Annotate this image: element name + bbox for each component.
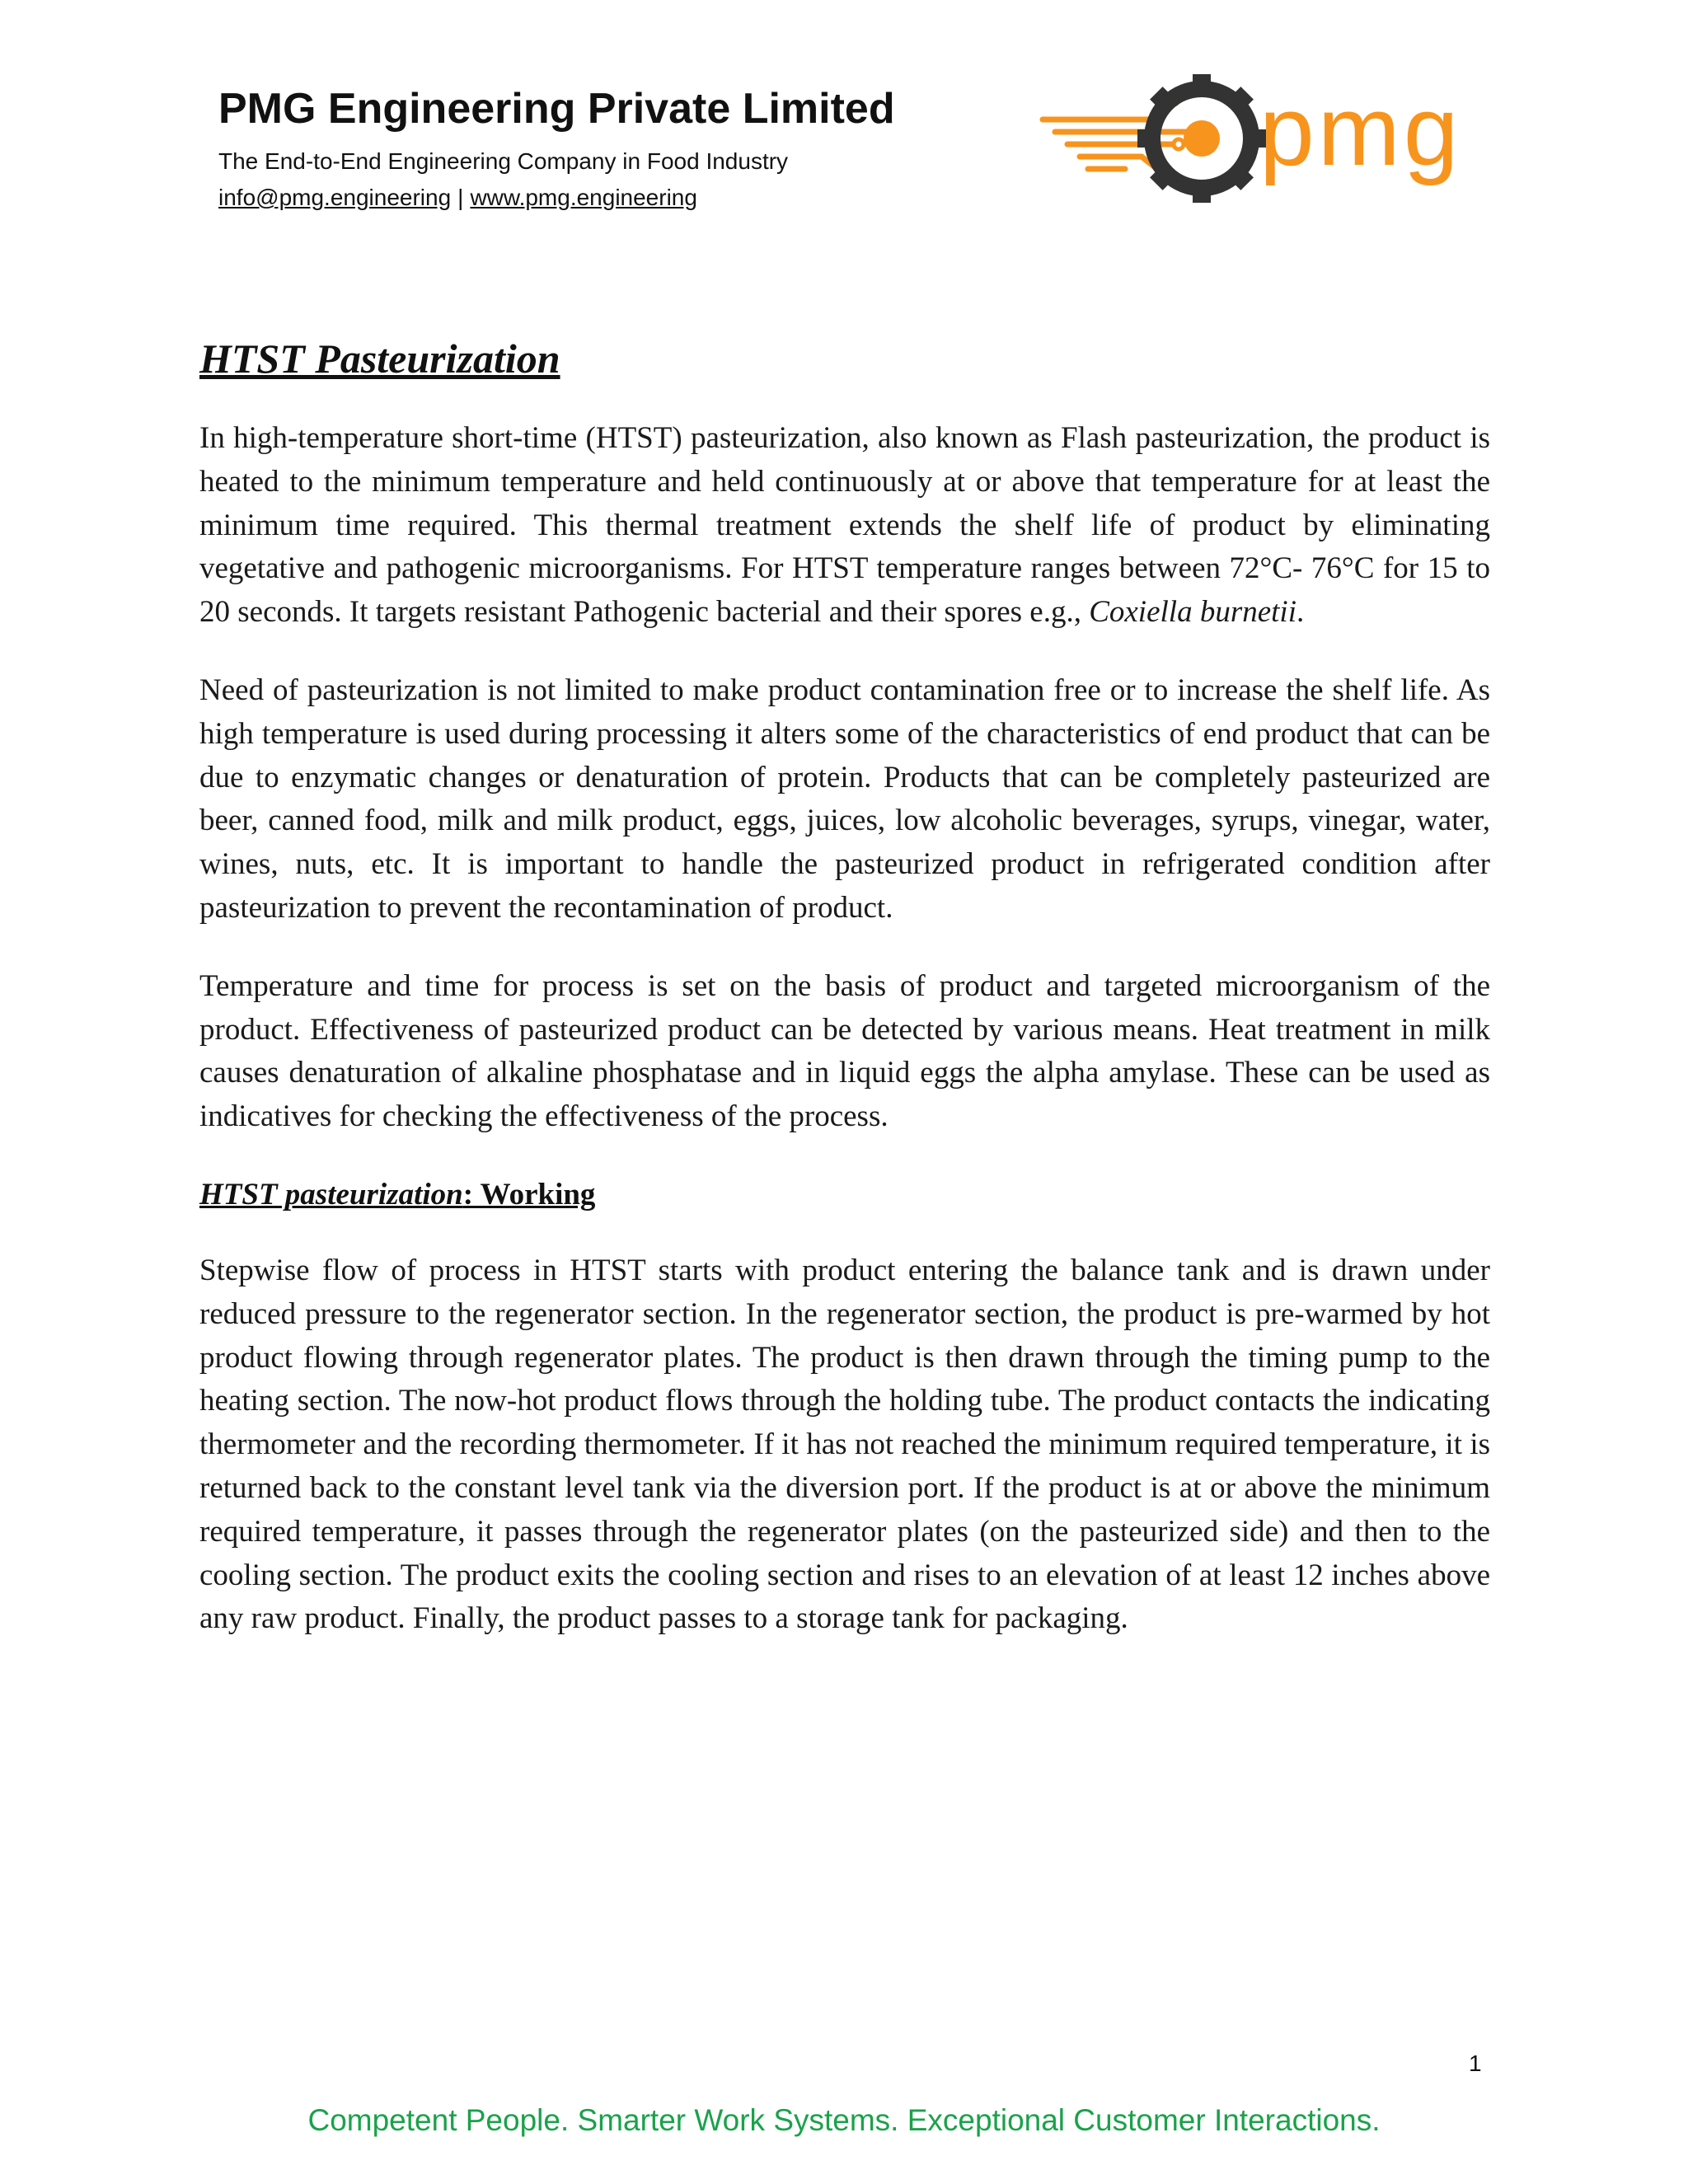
paragraph-1 [199, 417, 1490, 635]
company-tagline: The End-to-End Engineering Company in Food Industry [218, 148, 789, 174]
document-title: HTST Pasteurization [199, 335, 560, 382]
section-heading-italic: HTST pasteurization [199, 1177, 463, 1212]
contact-separator: | [457, 185, 464, 210]
species-name: Coxiella burnetii [1089, 595, 1296, 630]
pmg-logo [1039, 70, 1467, 206]
gear-icon [1137, 74, 1266, 203]
email-link[interactable]: info@pmg.engineering [218, 185, 452, 210]
website-link[interactable]: www.pmg.engineering [470, 185, 697, 210]
contact-line [218, 183, 1043, 213]
paragraph-3: Temperature and time for process is set on the basis of product and targeted microorganism of the product. Effectiveness of pasteurized product can be detected by various means. Heat treatment in milk causes denaturation of alkaline phosphatase and in liquid eggs the alpha amylase. These can be used as indicatives for checking the effectiveness of the process. [199, 968, 1490, 1134]
section-heading-working [199, 1174, 1490, 1216]
paragraph-1-text: In high-temperature short-time (HTST) pasteurization, also known as Flash pasteurization, the product is heated to the minimum temperature and held continuously at or above that temperature for at least the minimum time required. This thermal treatment extends the shelf life of product by eliminating vegetative and pathogenic microorganisms. For HTST temperature ranges between 72°C- 76°C for 15 to 20 seconds. It targets resistant Pathogenic bacterial and their spores e.g., [199, 421, 1490, 630]
letterhead [218, 82, 1043, 213]
page-number: 1 [1469, 2050, 1482, 2076]
footer-slogan: Competent People. Smarter Work Systems. Exceptional Customer Interactions. [307, 2103, 1381, 2137]
paragraph-2: Need of pasteurization is not limited to make product contamination free or to increase the shelf life. As high temperature is used during processing it alters some of the characteristics of end product that can be due to enzymatic changes or denaturation of protein. Products that can be completely pasteurized are beer, canned food, milk and milk product, eggs, juices, low alcoholic beverages, syrups, vinegar, water, wines, nuts, etc. It is important to handle the pasteurized product in refrigerated condition after pasteurization to prevent the recontamination of product. [199, 673, 1490, 925]
paragraph-1-end: . [1296, 595, 1305, 630]
company-name: PMG Engineering Private Limited [218, 85, 895, 133]
paragraph-4: Stepwise flow of process in HTST starts with product entering the balance tank and is drawn under reduced pressure to the regenerator section. In the regenerator section, the product is pre-warmed by hot product flowing through regenerator plates. The product is then drawn through the timing pump to the heating section. The now-hot product flows through the holding tube. The product contacts the indicating thermometer and the recording thermometer. If it has not reached the minimum required temperature, it is returned back to the constant level tank via the diversion port. If the product is at or above the minimum required temperature, it passes through the regenerator plates (on the pasteurized side) and then to the cooling section. The product exits the cooling section and rises to an elevation of at least 12 inches above any raw product. Finally, the product passes to a storage tank for packaging. [199, 1253, 1490, 1636]
logo-wordmark: pmg [1259, 76, 1462, 186]
section-heading-rest: : Working [462, 1177, 596, 1212]
gear-circuit-icon [1039, 70, 1467, 206]
document-body [199, 330, 1490, 1675]
